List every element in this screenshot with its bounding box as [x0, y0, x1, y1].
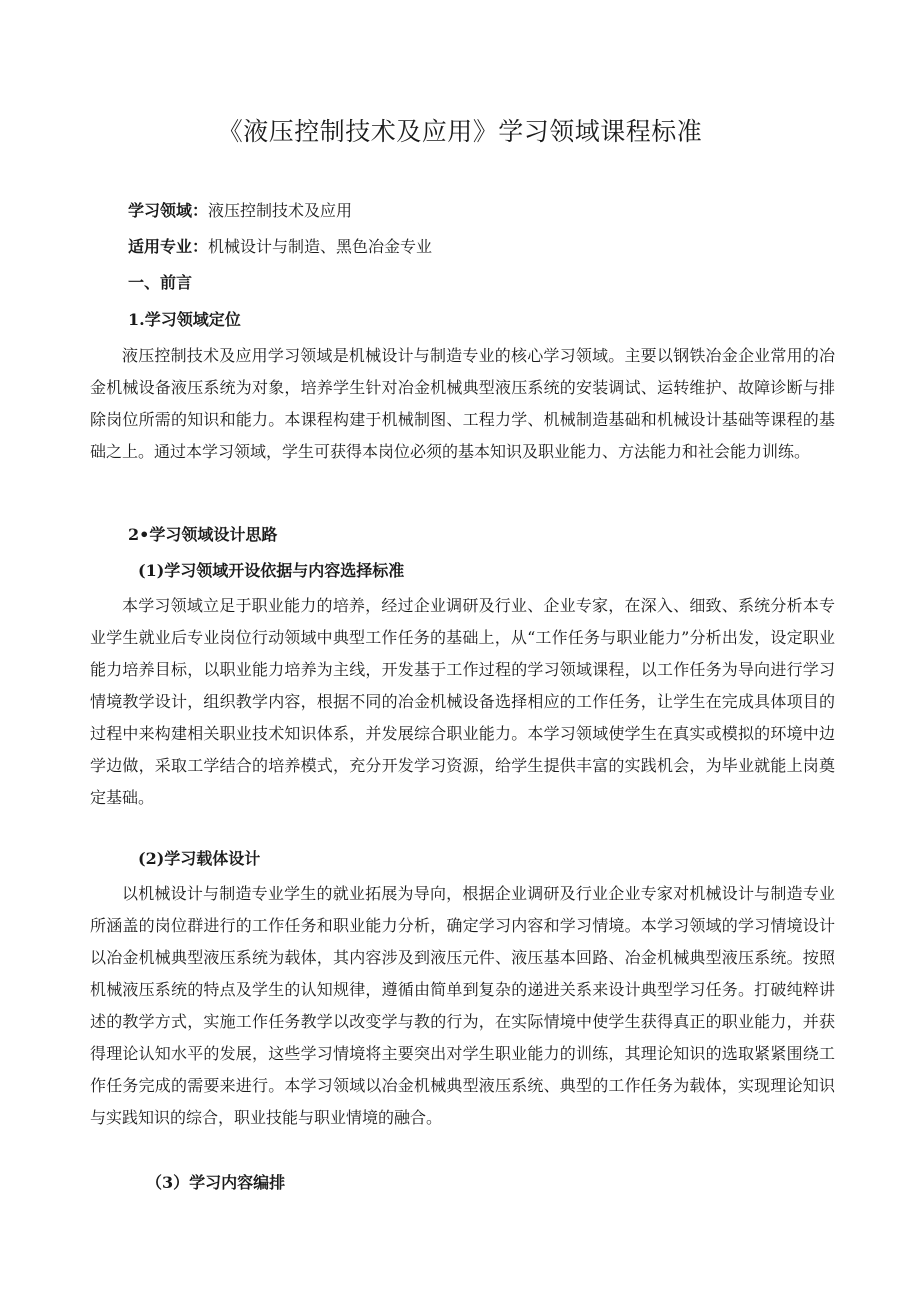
learning-field-label: 学习领域：: [128, 201, 209, 220]
applicable-major-value: 机械设计与制造、黑色冶金专业: [208, 237, 433, 256]
subsubsection-heading-carrier: (2)学习载体设计: [138, 849, 261, 868]
paragraph-carrier: 以机械设计与制造专业学生的就业拓展为导向，根据企业调研及行业企业专家对机械设计与制造专业所涵盖的岗位群进行的工作任务和职业能力分析，确定学习内容和学习情境。本学习领域的学习情境设计以冶金机械典型液压系统为载体，其内容涉及到液压元件、液压基本回路、冶金机械典型液压系统。按照机械液压系统的特点及学生的认知规律，遵循由简单到复杂的递进关系来设计典型学习任务。打破纯粹讲述的教学方式，实施工作任务教学以改变学与教的行为，在实际情境中使学生获得真正的职业能力，并获得理论认知水平的发展，这些学习情境将主要突出对学生职业能力的训练，其理论知识的选取紧紧围绕工作任务完成的需要来进行。本学习领域以冶金机械典型液压系统、典型的工作任务为载体，实现理论知识与实践知识的综合，职业技能与职业情境的融合。: [90, 884, 835, 1127]
subsubsection-heading-content-arrangement: （3）学习内容编排: [146, 1173, 286, 1192]
subsection-heading-positioning: 1.学习领域定位: [128, 310, 241, 329]
section-heading-preface: 一、前言: [128, 273, 193, 292]
learning-field-value: 液压控制技术及应用: [208, 201, 353, 220]
subsubsection-heading-basis: (1)学习领域开设依据与内容选择标准: [138, 561, 405, 580]
paragraph-basis: 本学习领域立足于职业能力的培养，经过企业调研及行业、企业专家，在深入、细致、系统分析本专业学生就业后专业岗位行动领域中典型工作任务的基础上，从“工作任务与职业能力”分析出发，设定职业能力培养目标，以职业能力培养为主线，开发基于工作过程的学习领域课程，以工作任务为导向进行学习情境教学设计，组织教学内容，根据不同的冶金机械设备选择相应的工作任务，让学生在完成具体项目的过程中来构建相关职业技术知识体系，并发展综合职业能力。本学习领域使学生在真实或模拟的环境中边学边做，采取工学结合的培养模式，充分开发学习资源，给学生提供丰富的实践机会，为毕业就能上岗奠定基础。: [90, 596, 835, 807]
subsection-heading-design-ideas: 2•学习领域设计思路: [128, 525, 278, 544]
learning-field-line: [128, 200, 873, 222]
document-title: 《液压控制技术及应用》学习领域课程标准: [217, 117, 703, 146]
applicable-major-label: 适用专业：: [128, 237, 209, 256]
applicable-major-line: [128, 236, 873, 258]
paragraph-positioning: 液压控制技术及应用学习领域是机械设计与制造专业的核心学习领域。主要以钢铁冶金企业常用的冶金机械设备液压系统为对象，培养学生针对冶金机械典型液压系统的安装调试、运转维护、故障诊断与排除岗位所需的知识和能力。本课程构建于机械制图、工程力学、机械制造基础和机械设计基础等课程的基础之上。通过本学习领域，学生可获得本岗位必须的基本知识及职业能力、方法能力和社会能力训练。: [90, 346, 835, 461]
